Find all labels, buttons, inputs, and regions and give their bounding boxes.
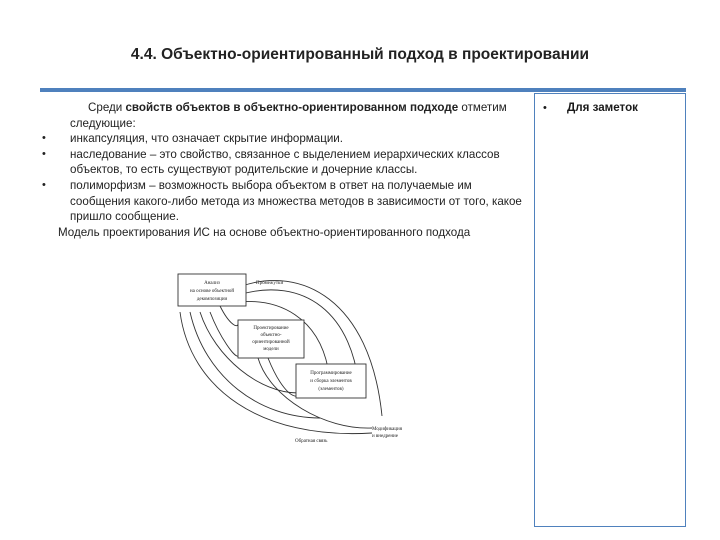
label-deploy: Модификация [372,427,403,432]
box1-line: Анализ [204,281,220,286]
notes-panel[interactable] [534,93,686,527]
label-feedback: Обратная связь [295,439,328,444]
slide-title: 4.4. Объектно-ориентированный подход в проектировании [130,46,590,63]
bullet-dot: • [42,147,46,160]
intro-lead: Среди [88,101,126,114]
intro-bold: свойств объектов в объектно-ориентированном подходе [125,101,459,114]
bullet-text: инкапсуляция, что означает скрытие информации. [70,132,344,146]
bullet-dot: • [42,132,46,145]
box2-line: ориентированной [252,340,290,345]
notes-title: Для заметок [567,101,638,114]
main-text [30,100,530,240]
title-divider [40,88,686,92]
bullet-text: наследование – это свойство, связанное с выделением иерархических классов объектов, то есть существуют родительские и дочерние классы. [70,147,500,177]
box1-line: на основе объектной [189,289,235,294]
box3-line: Программирование [310,371,352,376]
label-top: Промежутки [256,281,284,286]
box2-line: объектно- [260,333,282,338]
box3-line: (элементов) [318,387,344,392]
label-deploy: и внедрение [372,434,398,439]
intro-paragraph [30,100,530,131]
notes-bullet: • [543,102,547,114]
bullet-item [30,147,530,178]
box2-line: модели [263,347,279,352]
model-caption: Модель проектирования ИС на основе объектно-ориентированного подхода [58,225,471,239]
intro-tail: отметим следующие: [70,101,507,130]
bullet-text: полиморфизм – возможность выбора объектом в ответ на получаемые им сообщения какого-либо метода из множества методов в зависимости от того, какое пришло сообщение. [70,178,522,224]
box3-line: и сборка элементов [310,379,352,384]
bullet-item [30,178,530,225]
box2-line: Проектирование [253,326,289,331]
bullet-item [30,131,530,147]
bullet-dot: • [42,178,46,191]
oop-model-diagram [150,268,430,448]
box1-line: декомпозиции [196,297,228,302]
